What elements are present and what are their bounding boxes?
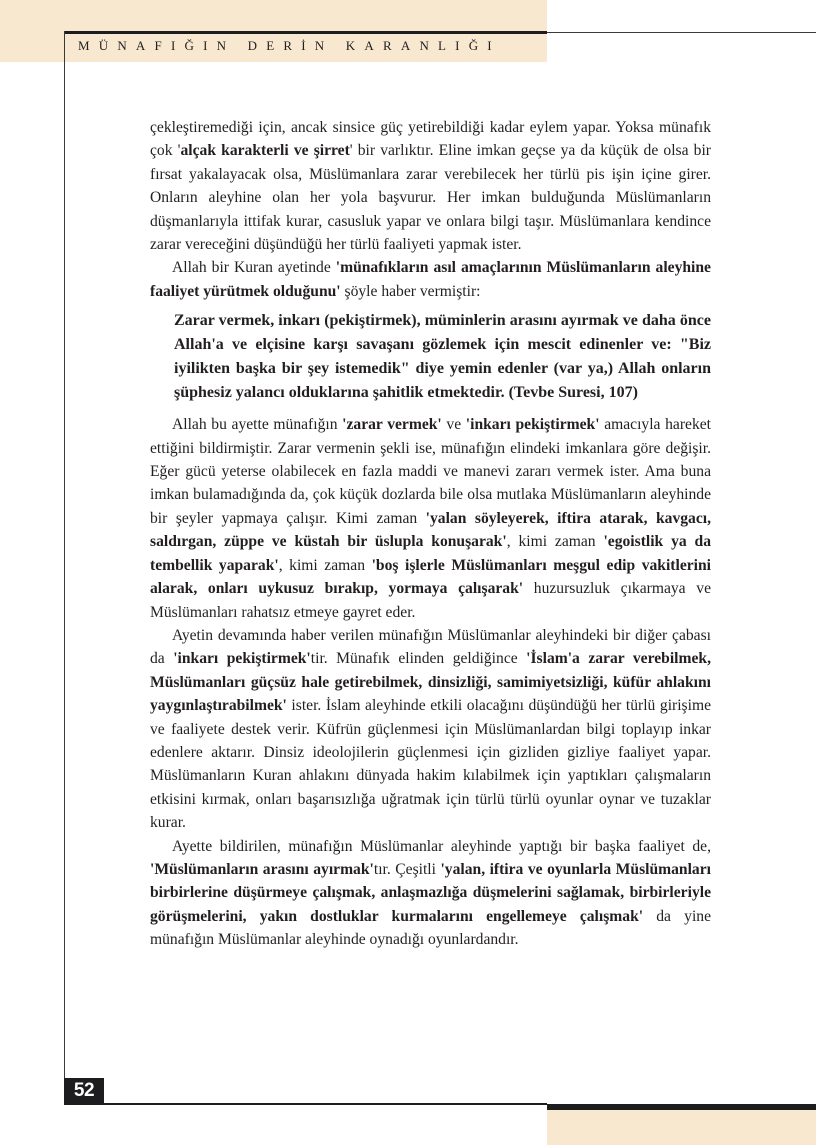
header-rule-thin (547, 32, 816, 33)
body-text: amacıyla hareket ettiğini bildirmiştir. Zarar vermenin şekli ise, münafığın elindeki imkanlara göre değişir. Eğer gücü yeterse olabilecek en fazla maddi ve manevi zararı vermek ister. Ama buna imkan bulamadığında da, çok küçük dozlarda bile olsa mutlaka Müslümanların aleyhinde bir şeyler yapmaya çalışır. Kimi zaman (150, 416, 711, 527)
body-text: ve (441, 416, 466, 434)
body-text: huzursuzluk çıkarmaya ve Müslümanları rahatsız etmeye gayret eder. (150, 580, 711, 621)
emphasis-text: 'zarar vermek' (342, 416, 442, 434)
body-text: ' (177, 142, 181, 160)
body-text: şöyle haber vermiştir: (340, 282, 481, 300)
emphasis-text: 'münafıkların asıl amaçlarının Müslümanların aleyhine faaliyet yürütmek olduğunu' (150, 259, 711, 300)
body-text: tır. Çeşitli (373, 860, 441, 878)
page-body (150, 116, 711, 952)
page-number: 52 (64, 1078, 104, 1104)
body-text: çekleştiremediği için, ancak sinsice güç yetirebildiği kadar eylem yapar. Yoksa münafık çok (150, 119, 711, 160)
emphasis-text: 'boş işlerle Müslümanları meşgul edip vakitlerini alarak, onları uykusuz bırakıp, yormaya çalışarak' (150, 556, 712, 598)
body-text: ' bir varlıktır. Eline imkan geçse ya da küçük de olsa bir fırsat yakalayacak olsa, Müslümanlara zarar verebilecek her türlü pis işin içine girer. Onların aleyhine olan her yola başvurur. Her imkan bulduğunda Müslümanların düşmanlarıyla ittifak kurar, casusluk yapar ve onlara bilgi taşır. Müslümanlara kendince zarar vereceğini düşündüğü her türlü faaliyeti yapmak ister. (150, 142, 711, 254)
emphasis-text: 'yalan söyleyerek, iftira atarak, kavgacı, saldırgan, züppe ve küstah bir üslupla konuşarak' (150, 509, 711, 551)
body-text: tir. Münafık elinden geldiğince (310, 650, 527, 668)
emphasis-text: 'inkarı pekiştirmek' (465, 416, 600, 434)
header-rule-thick (64, 31, 547, 34)
body-text: , kimi zaman (506, 533, 604, 551)
paragraph (150, 256, 711, 303)
paragraph (150, 413, 711, 624)
body-text: da yine münafığın Müslümanlar aleyhinde oynadığı oyunlardandır. (150, 907, 711, 949)
body-text: , kimi zaman (278, 556, 372, 574)
emphasis-text: alçak karakterli ve şirret (180, 142, 350, 160)
body-text: Allah bir Kuran ayetinde (172, 259, 336, 277)
emphasis-text: 'yalan, iftira ve oyunlarla Müslümanları birbirlerine düşürmeye çalışmak, anlaşmazlığa düşmelerini sağlamak, birbirleriyle görüşmelerini, yakın dostluklar kurmalarını engellemeye çalışmak' (150, 860, 711, 925)
footer-beige-block (547, 1110, 816, 1145)
footer-rule-thin (64, 1103, 547, 1105)
left-margin-rule (64, 31, 65, 1105)
paragraph (150, 624, 711, 835)
paragraph (150, 835, 711, 952)
running-head-title: MÜNAFIĞIN DERİN KARANLIĞI (78, 38, 501, 53)
body-text: Ayetin devamında haber verilen münafığın Müslümanlar aleyhindeki bir diğer çabası da (150, 626, 711, 668)
emphasis-text: 'egoistlik ya da tembellik yaparak' (150, 533, 712, 574)
body-text: ister. İslam aleyhinde etkili olacağını düşündüğü her türlü girişime ve faaliyete destek verir. Küfrün güçlenmesi için Müslümanlardan bilgi toplayıp inkar edenlere aktarır. Dinsiz ideolojilerin güçlenmesi için gizliden gizliye faaliyet yapar. Müslümanların Kuran ahlakını dünyada hakim kılabilmek için yaptıkları çalışmaların etkisini kırmak, onları başarısızlığa uğratmak için türlü türlü oyunlar oynar ve tuzaklar kurar. (150, 697, 711, 832)
emphasis-text: 'Müslümanların arasını ayırmak' (150, 860, 374, 878)
body-text: Allah bu ayette münafığın (172, 416, 343, 434)
verse-quote: Zarar vermek, inkarı (pekiştirmek), müminlerin arasını ayırmak ve daha önce Allah'a ve elçisine karşı savaşanı gözlemek için mescit edinenler ve: "Biz iyilikten başka bir şey istemedik" diye yemin edenler (var ya,) Allah onların şüphesiz yalancı olduklarına şahitlik etmektedir. (Tevbe Suresi, 107) (174, 312, 711, 402)
body-text: Ayette bildirilen, münafığın Müslümanlar aleyhinde yaptığı bir başka faaliyet de, (172, 837, 711, 855)
paragraph (150, 116, 711, 256)
emphasis-text: 'inkarı pekiştirmek' (173, 650, 311, 668)
emphasis-text: 'İslam'a zarar verebilmek, Müslümanları güçsüz hale getirebilmek, dinsizliği, samimiyetsizliği, küfür ahlakını yaygınlaştırabilmek' (150, 650, 711, 715)
